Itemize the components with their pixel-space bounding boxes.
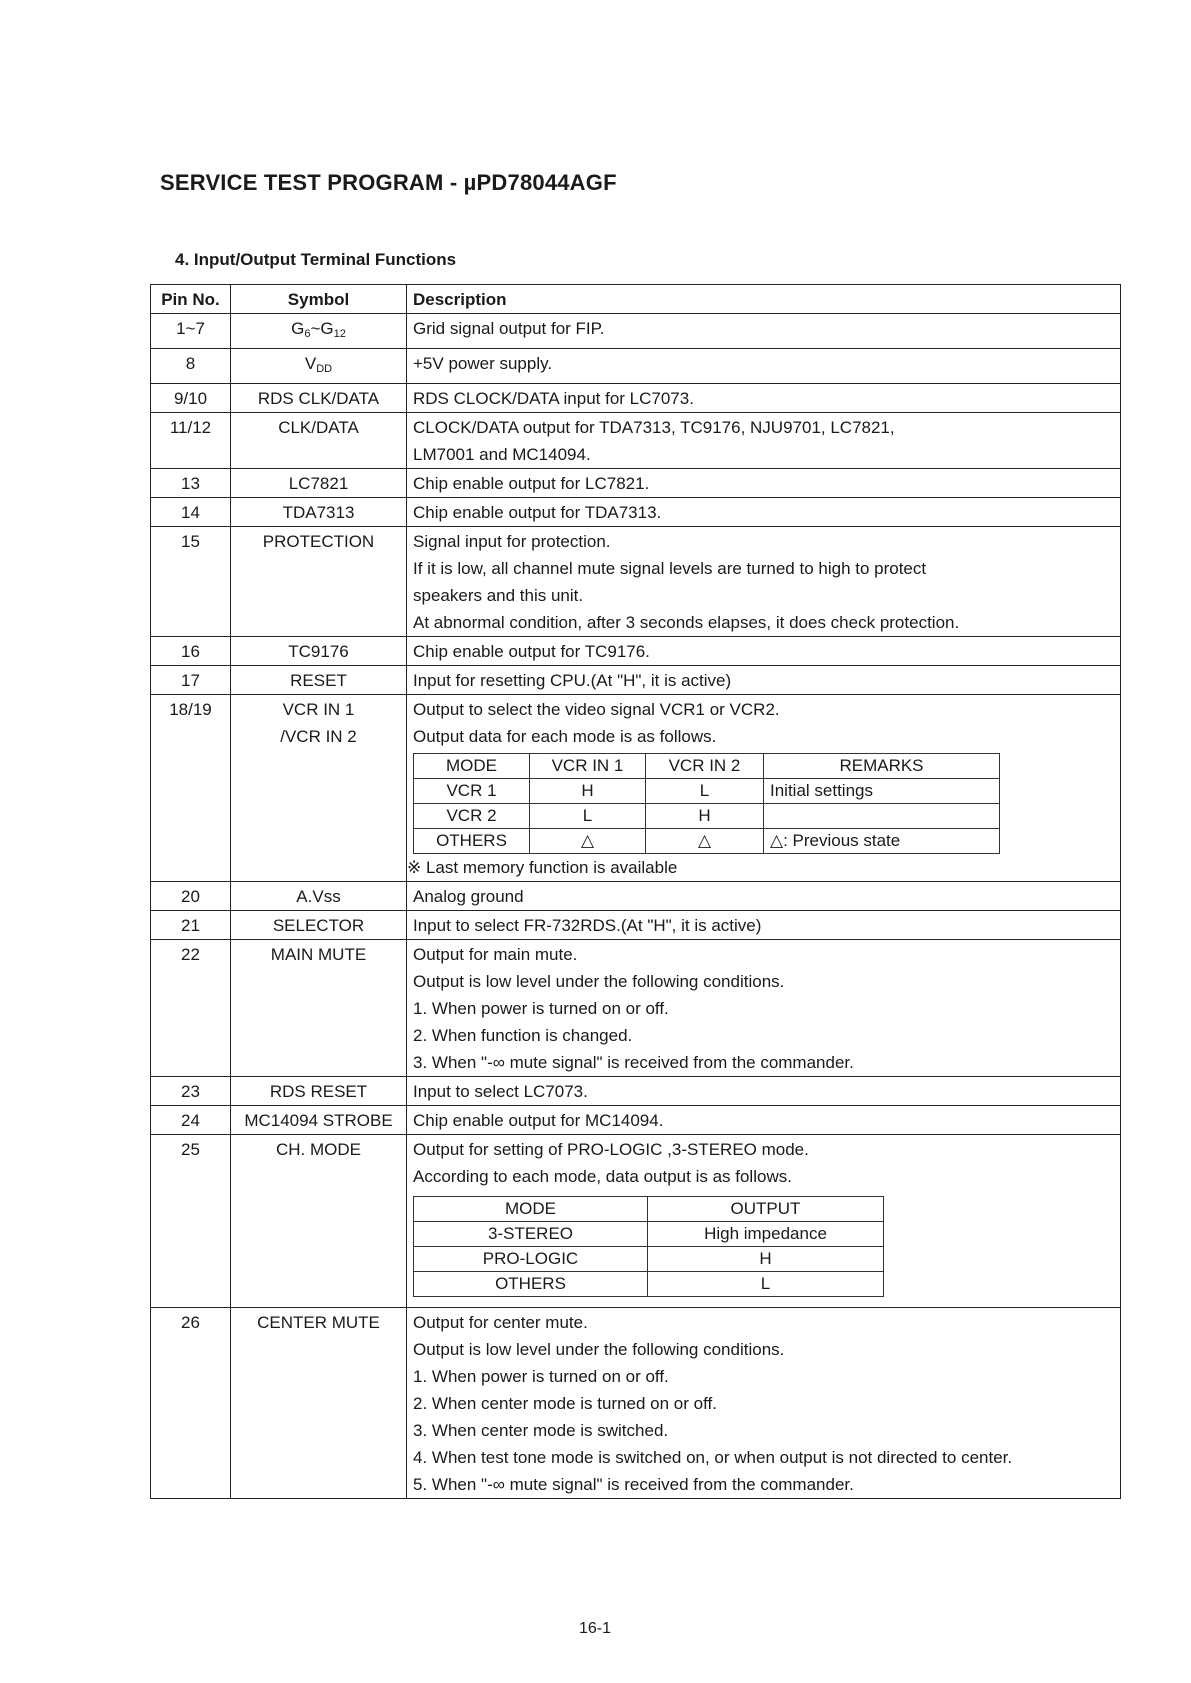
pin-cell: 26 [151, 1308, 231, 1499]
table-row [151, 314, 1121, 349]
vcr1-value-cell: L [530, 804, 646, 829]
ch-output-cell: High impedance [648, 1222, 884, 1247]
description-cell: Chip enable output for TDA7313. [407, 498, 1121, 527]
table-header-row [151, 285, 1121, 314]
vcr2-value-cell: H [646, 804, 764, 829]
description-line: Output for main mute. [413, 945, 578, 964]
vcr1-value-cell: △ [530, 829, 646, 854]
symbol-cell [231, 695, 407, 882]
pin-cell: 1~7 [151, 314, 231, 349]
description-line: Output data for each mode is as follows. [413, 727, 717, 746]
description-line: 2. When center mode is turned on or off. [413, 1394, 717, 1413]
ch-mode-cell: 3-STEREO [414, 1222, 648, 1247]
vcr-mode-row [414, 779, 1000, 804]
description-line: 4. When test tone mode is switched on, or when output is not directed to center. [413, 1448, 1013, 1467]
ch-output-cell: H [648, 1247, 884, 1272]
pin-cell: 8 [151, 349, 231, 384]
table-row [151, 1308, 1121, 1499]
pin-cell: 11/12 [151, 413, 231, 469]
symbol-subscript: DD [316, 363, 333, 375]
table-row [151, 384, 1121, 413]
pin-cell: 24 [151, 1106, 231, 1135]
symbol-line: VCR IN 1 [282, 700, 355, 719]
table-row [151, 349, 1121, 384]
header-pin-no: Pin No. [151, 285, 231, 314]
vcr1-value-cell: H [530, 779, 646, 804]
table-row [151, 413, 1121, 469]
description-cell: Chip enable output for TC9176. [407, 637, 1121, 666]
pin-cell: 22 [151, 940, 231, 1077]
page-number: 16-1 [578, 1620, 612, 1637]
header-description: Description [407, 285, 1121, 314]
description-line: Output for center mute. [413, 1313, 588, 1332]
description-cell [407, 1135, 1121, 1308]
table-row [151, 882, 1121, 911]
symbol-cell: RESET [231, 666, 407, 695]
pin-cell: 23 [151, 1077, 231, 1106]
description-line: 2. When function is changed. [413, 1026, 633, 1045]
description-cell: Grid signal output for FIP. [407, 314, 1121, 349]
table-row [151, 666, 1121, 695]
description-line: At abnormal condition, after 3 seconds elapses, it does check protection. [413, 613, 960, 632]
symbol-line: /VCR IN 2 [280, 727, 357, 746]
description-cell: Input to select LC7073. [407, 1077, 1121, 1106]
terminal-functions-table [150, 284, 1121, 1499]
description-line: 3. When "-∞ mute signal" is received from the commander. [413, 1053, 854, 1072]
vcr-mode-cell: VCR 2 [414, 804, 530, 829]
section-title: 4. Input/Output Terminal Functions [175, 250, 457, 269]
pin-cell: 15 [151, 527, 231, 637]
symbol-cell: LC7821 [231, 469, 407, 498]
ch-mode-cell: OTHERS [414, 1272, 648, 1297]
symbol-cell: RDS RESET [231, 1077, 407, 1106]
table-row [151, 1077, 1121, 1106]
pin-cell: 25 [151, 1135, 231, 1308]
symbol-cell: CENTER MUTE [231, 1308, 407, 1499]
symbol-cell: MAIN MUTE [231, 940, 407, 1077]
table-row [151, 469, 1121, 498]
table-row [151, 637, 1121, 666]
table-row [151, 1135, 1121, 1308]
description-cell: Input to select FR-732RDS.(At "H", it is active) [407, 911, 1121, 940]
symbol-cell [231, 314, 407, 349]
description-line: 1. When power is turned on or off. [413, 1367, 669, 1386]
description-cell: Chip enable output for MC14094. [407, 1106, 1121, 1135]
ch-mode-row [414, 1247, 884, 1272]
vcr-mode-row [414, 829, 1000, 854]
vcr-mode-cell: OTHERS [414, 829, 530, 854]
symbol-cell: CH. MODE [231, 1135, 407, 1308]
symbol-cell [231, 349, 407, 384]
last-memory-note: ※ Last memory function is available [407, 858, 678, 877]
symbol-cell: MC14094 STROBE [231, 1106, 407, 1135]
symbol-cell: CLK/DATA [231, 413, 407, 469]
pin-cell: 9/10 [151, 384, 231, 413]
description-line: LM7001 and MC14094. [413, 445, 591, 464]
description-cell [407, 695, 1121, 882]
description-line: CLOCK/DATA output for TDA7313, TC9176, NJU9701, LC7821, [413, 418, 895, 437]
pin-cell: 16 [151, 637, 231, 666]
vcr-mode-row [414, 804, 1000, 829]
description-line: Output to select the video signal VCR1 or VCR2. [413, 700, 780, 719]
symbol-text: G [291, 319, 305, 338]
vcr-mode-cell: VCR 1 [414, 779, 530, 804]
description-cell: RDS CLOCK/DATA input for LC7073. [407, 384, 1121, 413]
vcr2-value-cell: L [646, 779, 764, 804]
symbol-text: V [304, 354, 317, 373]
symbol-subscript: 12 [333, 328, 346, 340]
remarks-cell: △: Previous state [764, 829, 1000, 854]
description-line: According to each mode, data output is as follows. [413, 1167, 792, 1186]
table-row [151, 911, 1121, 940]
description-line: speakers and this unit. [413, 586, 584, 605]
symbol-cell: SELECTOR [231, 911, 407, 940]
description-cell [407, 940, 1121, 1077]
vcr2-value-cell: △ [646, 829, 764, 854]
table-row [151, 695, 1121, 882]
symbol-cell: RDS CLK/DATA [231, 384, 407, 413]
description-line: 5. When "-∞ mute signal" is received from the commander. [413, 1475, 854, 1494]
pin-cell: 14 [151, 498, 231, 527]
symbol-cell: TC9176 [231, 637, 407, 666]
symbol-subscript: 6 [304, 328, 311, 340]
description-line: Signal input for protection. [413, 532, 611, 551]
symbol-text: ~G [310, 319, 334, 338]
vcr-header-mode: MODE [414, 754, 530, 779]
vcr-mode-header-row [414, 754, 1000, 779]
ch-mode-row [414, 1222, 884, 1247]
table-row [151, 498, 1121, 527]
pin-cell: 21 [151, 911, 231, 940]
description-cell: Analog ground [407, 882, 1121, 911]
vcr-header-vcr2: VCR IN 2 [646, 754, 764, 779]
table-row [151, 940, 1121, 1077]
description-line: Output for setting of PRO-LOGIC ,3-STEREO mode. [413, 1140, 809, 1159]
description-line: Output is low level under the following conditions. [413, 1340, 785, 1359]
ch-mode-header-row [414, 1197, 884, 1222]
vcr-mode-table [413, 753, 1000, 854]
description-cell [407, 527, 1121, 637]
remarks-cell: Initial settings [764, 779, 1000, 804]
symbol-cell: PROTECTION [231, 527, 407, 637]
ch-header-output: OUTPUT [648, 1197, 884, 1222]
description-line: 1. When power is turned on or off. [413, 999, 669, 1018]
pin-cell: 13 [151, 469, 231, 498]
remarks-cell [764, 804, 1000, 829]
page-title: SERVICE TEST PROGRAM - µPD78044AGF [160, 170, 617, 195]
symbol-cell: A.Vss [231, 882, 407, 911]
description-line: If it is low, all channel mute signal levels are turned to high to protect [413, 559, 927, 578]
ch-output-cell: L [648, 1272, 884, 1297]
table-row [151, 527, 1121, 637]
ch-mode-row [414, 1272, 884, 1297]
description-cell [407, 413, 1121, 469]
ch-header-mode: MODE [414, 1197, 648, 1222]
ch-mode-cell: PRO-LOGIC [414, 1247, 648, 1272]
header-symbol: Symbol [231, 285, 407, 314]
description-line: Output is low level under the following conditions. [413, 972, 785, 991]
description-line: 3. When center mode is switched. [413, 1421, 669, 1440]
pin-cell: 20 [151, 882, 231, 911]
symbol-cell: TDA7313 [231, 498, 407, 527]
ch-mode-table [413, 1196, 884, 1297]
description-cell [407, 1308, 1121, 1499]
description-cell: +5V power supply. [407, 349, 1121, 384]
pin-cell: 17 [151, 666, 231, 695]
pin-cell: 18/19 [151, 695, 231, 882]
description-cell: Input for resetting CPU.(At "H", it is active) [407, 666, 1121, 695]
vcr-header-vcr1: VCR IN 1 [530, 754, 646, 779]
description-cell: Chip enable output for LC7821. [407, 469, 1121, 498]
table-row [151, 1106, 1121, 1135]
vcr-header-remarks: REMARKS [764, 754, 1000, 779]
